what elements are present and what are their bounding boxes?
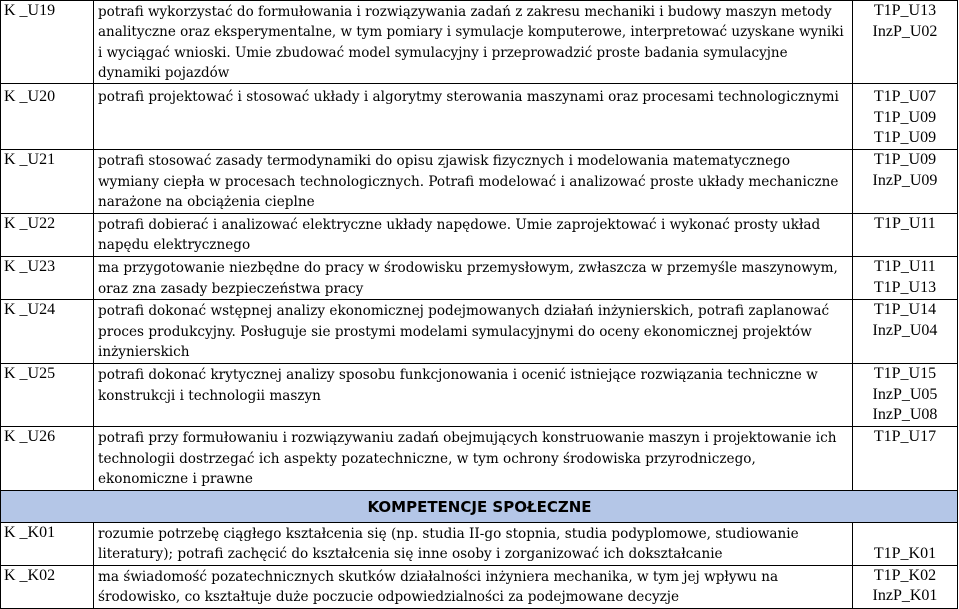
outcome-code: K _U23 — [1, 256, 94, 299]
outcome-references — [853, 300, 958, 364]
outcome-description: ma świadomość pozatechnicznych skutków działalności inżyniera mechanika, w tym jej wpływu na środowisko, co kształtuje duże poczucie odpowiedzialności za podejmowane decyzje — [94, 565, 853, 608]
reference-code: T1P_U15 — [873, 364, 937, 382]
reference-code: InzP_U04 — [872, 321, 938, 339]
outcome-code: K _U26 — [1, 426, 94, 490]
reference-code: T1P_U14 — [873, 301, 937, 319]
outcome-code: K _K02 — [1, 565, 94, 608]
reference-code: T1P_K01 — [873, 545, 937, 563]
reference-code: T1P_U11 — [874, 214, 936, 232]
outcome-references — [853, 84, 958, 150]
outcome-code: K _K01 — [1, 522, 94, 565]
outcome-code: K _U25 — [1, 363, 94, 426]
outcome-references — [853, 213, 958, 256]
table-row — [1, 565, 958, 608]
table-row — [1, 213, 958, 256]
outcome-description: potrafi dobierać i analizować elektryczne układy napędowe. Umie zaprojektować i wykonać prosty układ napędu elektrycznego — [94, 213, 853, 256]
outcome-code: K _U20 — [1, 84, 94, 150]
reference-code: InzP_U05 — [872, 385, 938, 403]
reference-code: T1P_U13 — [873, 278, 937, 296]
outcome-references — [853, 149, 958, 213]
outcome-description: potrafi wykorzystać do formułowania i rozwiązywania zadań z zakresu mechaniki i budowy maszyn metody analityczne oraz eksperymentalne, w tym pomiary i symulacje komputerowe, interpretować uzyskane wyniki i wyciągać wnioski. Umie zbudować model symulacyjny i przeprowadzić proste badania symulacyjne dynamiki pojazdów — [94, 1, 853, 84]
table-row — [1, 84, 958, 150]
outcome-code: K _U24 — [1, 300, 94, 364]
outcome-code: K _U22 — [1, 213, 94, 256]
reference-code: T1P_U09 — [873, 150, 937, 168]
table-row — [1, 300, 958, 364]
outcome-references — [853, 363, 958, 426]
outcome-code: K _U19 — [1, 1, 94, 84]
outcome-references — [853, 1, 958, 84]
table-row — [1, 426, 958, 490]
outcome-references — [853, 565, 958, 608]
outcome-references — [853, 256, 958, 299]
section-title: KOMPETENCJE SPOŁECZNE — [1, 490, 958, 522]
table-row — [1, 256, 958, 299]
table-row — [1, 1, 958, 84]
outcome-code: K _U21 — [1, 149, 94, 213]
outcome-description: ma przygotowanie niezbędne do pracy w środowisku przemysłowym, zwłaszcza w przemyśle maszynowym, oraz zna zasady bezpieczeństwa pracy — [94, 256, 853, 299]
outcome-description: potrafi dokonać wstępnej analizy ekonomicznej podejmowanych działań inżynierskich, potrafi zaplanować proces produkcyjny. Posługuje sie prostymi modelami symulacyjnymi do oceny ekonomicznej projektów inżynierskich — [94, 300, 853, 364]
reference-code: T1P_U17 — [873, 427, 937, 445]
reference-code: InzP_U02 — [872, 22, 938, 40]
outcome-description: potrafi projektować i stosować układy i algorytmy sterowania maszynami oraz procesami technologicznymi — [94, 84, 853, 150]
reference-code: T1P_U09 — [873, 108, 937, 126]
outcome-references — [853, 522, 958, 565]
table-row — [1, 522, 958, 565]
reference-code: InzP_U09 — [872, 171, 938, 189]
outcome-description: rozumie potrzebę ciągłego kształcenia się (np. studia II-go stopnia, studia podyplomowe, studiowanie literatury); potrafi zachęcić do kształcenia się inne osoby i zorganizować ich dokształcanie — [94, 522, 853, 565]
section-header-row — [1, 490, 958, 522]
reference-code: InzP_K01 — [872, 587, 938, 605]
table-row — [1, 363, 958, 426]
reference-code: T1P_U13 — [873, 2, 937, 19]
reference-code: T1P_K02 — [873, 566, 937, 584]
outcome-description: potrafi przy formułowaniu i rozwiązywaniu zadań obejmujących konstruowanie maszyn i projektowanie ich technologii dostrzegać ich aspekty pozatechniczne, w tym ochrony środowiska przyrodniczego, ekonomiczne i prawne — [94, 426, 853, 490]
reference-code: T1P_U07 — [873, 88, 937, 106]
outcome-description: potrafi stosować zasady termodynamiki do opisu zjawisk fizycznych i modelowania matematycznego wymiany ciepła w procesach technologicznych. Potrafi modelować i analizować proste układy mechaniczne narażone na obciążenia cieplne — [94, 149, 853, 213]
reference-code: InzP_U08 — [872, 406, 938, 424]
outcome-references — [853, 426, 958, 490]
reference-code: T1P_U09 — [873, 129, 937, 147]
reference-code: T1P_U11 — [874, 257, 936, 275]
table-row — [1, 149, 958, 213]
outcome-description: potrafi dokonać krytycznej analizy sposobu funkcjonowania i ocenić istniejące rozwiązania techniczne w konstrukcji i technologii maszyn — [94, 363, 853, 426]
